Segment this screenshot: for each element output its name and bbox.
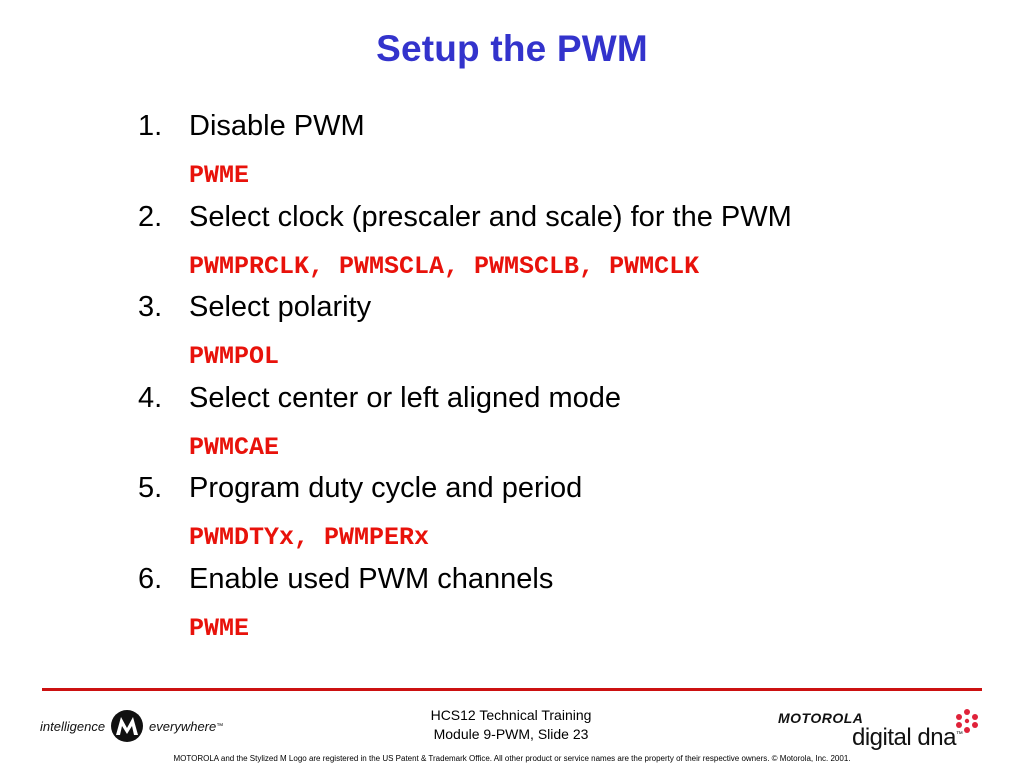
digital-dna-wordmark bbox=[852, 724, 962, 752]
steps-list bbox=[138, 110, 998, 653]
tagline-logo bbox=[40, 706, 223, 746]
digital-dna-icon bbox=[955, 708, 979, 739]
step-registers: PWME bbox=[189, 613, 250, 643]
step-text: Program duty cycle and period bbox=[189, 472, 583, 504]
step-text: Enable used PWM channels bbox=[189, 562, 554, 595]
step-registers: PWMDTYx, PWMPERx bbox=[189, 523, 430, 552]
step-number: 5. bbox=[138, 472, 163, 504]
motorola-m-logo-icon bbox=[111, 710, 143, 742]
step-item bbox=[138, 201, 998, 292]
tagline-right-text: everywhere bbox=[149, 718, 217, 734]
step-text: Disable PWM bbox=[189, 110, 365, 142]
digital-dna-text: digital dna bbox=[852, 724, 956, 751]
step-item bbox=[138, 472, 998, 563]
legal-notice: MOTOROLA and the Stylized M Logo are registered in the US Patent & Trademark Office. All other product or service names are the property of their respective owners. © Motorola, Inc. 2001. bbox=[173, 754, 851, 763]
step-number: 2. bbox=[138, 200, 163, 233]
step-number: 1. bbox=[138, 110, 163, 142]
step-text: Select clock (prescaler and scale) for the PWM bbox=[189, 200, 792, 233]
footer-divider bbox=[42, 688, 982, 691]
step-item bbox=[138, 291, 998, 382]
tagline-left-text: intelligence bbox=[40, 718, 106, 734]
footer-slide-number: Module 9-PWM, Slide 23 bbox=[433, 726, 589, 742]
step-number: 6. bbox=[138, 562, 163, 595]
tagline-tm: ™ bbox=[216, 722, 224, 730]
step-item bbox=[138, 110, 998, 201]
brand-logo bbox=[772, 708, 982, 754]
step-item bbox=[138, 563, 998, 654]
slide-title: Setup the PWM bbox=[376, 28, 648, 69]
step-number: 3. bbox=[138, 291, 163, 323]
step-registers: PWMCAE bbox=[189, 432, 280, 462]
step-registers: PWMPRCLK, PWMSCLA, PWMSCLB, PWMCLK bbox=[189, 251, 700, 281]
motorola-wordmark: MOTOROLA bbox=[778, 710, 864, 726]
step-text: Select polarity bbox=[189, 291, 372, 323]
digital-dna-tm: ™ bbox=[955, 731, 963, 738]
step-item bbox=[138, 382, 998, 473]
footer-course-info bbox=[380, 706, 642, 744]
step-text: Select center or left aligned mode bbox=[189, 381, 622, 414]
footer-course-title: HCS12 Technical Training bbox=[430, 707, 592, 723]
step-registers: PWMPOL bbox=[189, 342, 280, 371]
step-registers: PWME bbox=[189, 161, 250, 190]
step-number: 4. bbox=[138, 381, 163, 414]
